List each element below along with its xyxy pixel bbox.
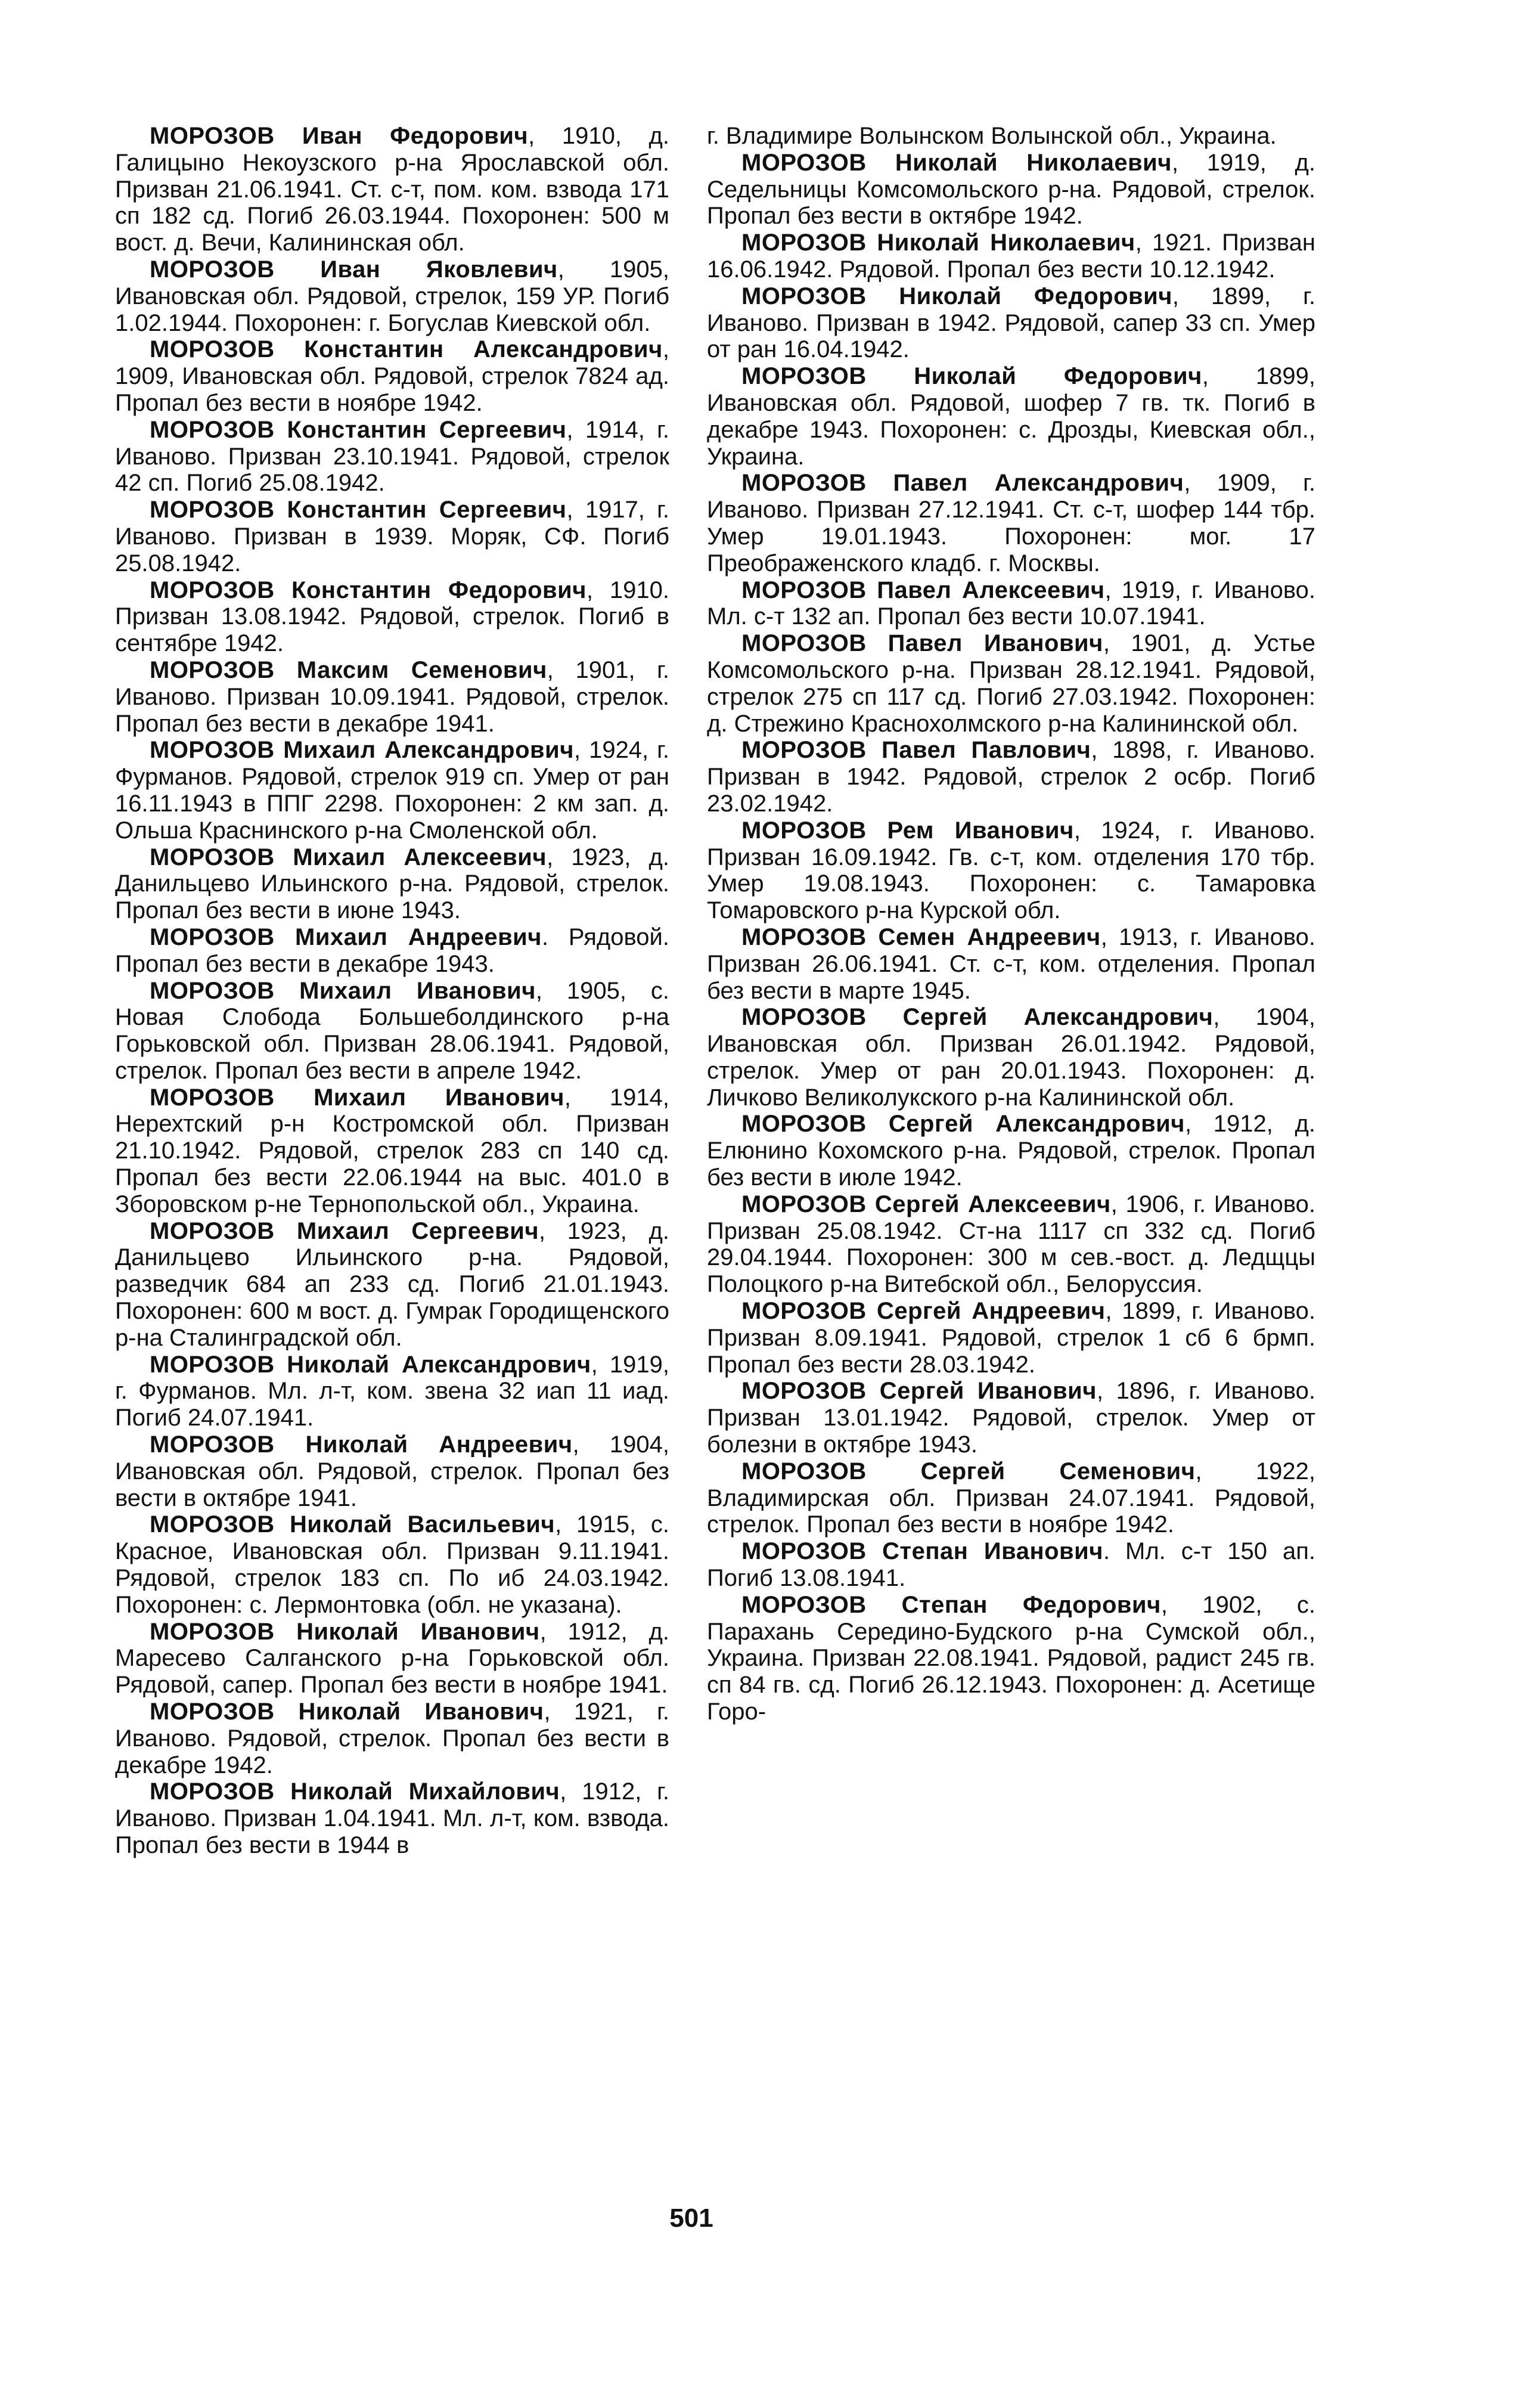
entry-name: МОРОЗОВ Павел Алексеевич [741,577,1105,603]
entry [115,844,669,924]
entry-name: МОРОЗОВ Михаил Алексеевич [150,844,547,870]
entry [115,978,669,1084]
entry-text: . Мл. с-т 150 ап. Погиб 13.08.1941. [707,1538,1315,1592]
entry-text: , 1923, д. Данильцево Ильинского р-на. Рядовой, разведчик 684 ап 233 сд. Погиб 21.01.1943. Похоронен: 600 м вост. д. Гумрак Городищенского р-на Сталинградской обл. [115,1217,669,1351]
entry-text: , 1924, г. Фурманов. Рядовой, стрелок 919 сп. Умер от ран 16.11.1943 в ППГ 2298. Похоронен: 2 км зап. д. Ольша Краснинского р-на Смоленской обл. [115,737,669,844]
entry-name: МОРОЗОВ Сергей Семенович [741,1458,1196,1485]
entry [707,737,1315,817]
entry-text: , 1914, г. Иваново. Призван 23.10.1941. Рядовой, стрелок 42 сп. Погиб 25.08.1942. [115,416,669,497]
entry [707,283,1315,363]
left-column [115,123,669,1859]
entry-text: . Рядовой. Пропал без вести в декабре 1943. [115,923,670,977]
entry-text: , 1923, д. Данильцево Ильинского р-на. Рядовой, стрелок. Пропал без вести в июне 1943. [115,844,669,924]
entry-text: , 1904, Ивановская обл. Призван 26.01.1942. Рядовой, стрелок. Умер от ран 20.01.1943. Похоронен: д. Личково Великолукского р-на Калининской обл. [707,1004,1315,1111]
entry-text: , 1913, г. Иваново. Призван 26.06.1941. Ст. с-т, ком. отделения. Пропал без вести в марте 1945. [707,923,1315,1004]
entry-text: , 1915, с. Красное, Ивановская обл. Призван 9.11.1941. Рядовой, стрелок 183 сп. По иб 24.03.1942. Похоронен: с. Лермонтовка (обл. не указана). [115,1511,669,1618]
entry-text: , 1910. Призван 13.08.1942. Рядовой, стрелок. Погиб в сентябре 1942. [115,577,670,657]
entry [707,577,1315,631]
entry-name: МОРОЗОВ Константин Федорович [150,577,586,603]
entry [707,924,1315,1004]
entry-name: МОРОЗОВ Сергей Александрович [741,1004,1214,1031]
entry-name: МОРОЗОВ Павел Павлович [741,737,1091,764]
entry-name: МОРОЗОВ Сергей Андреевич [741,1298,1106,1325]
entry-name: МОРОЗОВ Михаил Александрович [150,737,574,764]
entry-text: , 1899, г. Иваново. Призван в 1942. Рядовой, сапер 33 сп. Умер от ран 16.04.1942. [707,283,1315,363]
entry-continuation [707,123,1315,150]
entry-name: МОРОЗОВ Николай Васильевич [150,1511,555,1538]
entry [707,817,1315,924]
entry-name: МОРОЗОВ Николай Иванович [150,1618,540,1645]
entry [707,230,1315,283]
entry-text: , 1896, г. Иваново. Призван 13.01.1942. Рядовой, стрелок. Умер от болезни в октябре 1943. [707,1378,1315,1458]
entry-name: МОРОЗОВ Константин Александрович [150,336,663,363]
right-column [707,123,1315,1725]
entry [707,630,1315,737]
entry-text: , 1912, г. Иваново. Призван 1.04.1941. Мл. л-т, ком. взвода. Пропал без вести в 1944 в [115,1778,669,1858]
entry-name: МОРОЗОВ Николай Николаевич [741,230,1135,256]
entry [707,1191,1315,1298]
entry [707,1458,1315,1538]
entry [707,1592,1315,1725]
entry-name: МОРОЗОВ Иван Яковлевич [150,256,558,283]
entry-name: МОРОЗОВ Сергей Александрович [741,1111,1185,1138]
entry [115,1084,669,1218]
entry-text: , 1924, г. Иваново. Призван 16.09.1942. Гв. с-т, ком. отделения 170 тбр. Умер 19.08.1943. Похоронен: с. Тамаровка Томаровского р-на Курской обл. [707,817,1315,924]
entry-name: МОРОЗОВ Михаил Иванович [150,1084,564,1111]
entry-text: , 1904, Ивановская обл. Рядовой, стрелок. Пропал без вести в октябре 1941. [115,1431,670,1511]
entry-text: , 1909, г. Иваново. Призван 27.12.1941. Ст. с-т, шофер 144 тбр. Умер 19.01.1943. Похоронен: мог. 17 Преображенского кладб. г. Москвы. [707,470,1315,577]
entry [707,1298,1315,1378]
entry [707,1111,1315,1191]
entry-text: , 1899, г. Иваново. Призван 8.09.1941. Рядовой, стрелок 1 сб 6 брмп. Пропал без вести 28.03.1942. [707,1298,1315,1378]
entry-name: МОРОЗОВ Николай Николаевич [741,149,1172,176]
entry-name: МОРОЗОВ Максим Семенович [150,656,547,683]
entry-name: МОРОЗОВ Николай Федорович [741,363,1202,390]
entry [115,1778,669,1858]
entry [115,1511,669,1618]
entry [115,1619,669,1699]
entry-name: МОРОЗОВ Семен Андреевич [741,923,1101,950]
entry-name: МОРОЗОВ Павел Иванович [741,630,1103,657]
entry-name: МОРОЗОВ Константин Сергеевич [150,416,567,443]
entry [707,1004,1315,1111]
entry-name: МОРОЗОВ Николай Федорович [741,283,1172,309]
entry-name: МОРОЗОВ Николай Михайлович [150,1778,560,1805]
entry-text: г. Владимире Волынском Волынской обл., Украина. [707,123,1277,149]
entry-text: , 1910, д. Галицыно Некоузского р-на Ярославской обл. Призван 21.06.1941. Ст. с-т, пом. ком. взвода 171 сп 182 сд. Погиб 26.03.1944. Похоронен: 500 м вост. д. Вечи, Калининская обл. [115,123,670,256]
entry-text: , 1917, г. Иваново. Призван в 1939. Моряк, СФ. Погиб 25.08.1942. [115,497,669,577]
entry [115,577,669,657]
entry-text: , 1919, г. Фурманов. Мл. л-т, ком. звена 32 иап 11 иад. Погиб 24.07.1941. [115,1351,670,1431]
entry-text: , 1912, д. Елюнино Кохомского р-на. Рядовой, стрелок. Пропал без вести в июле 1942. [707,1111,1315,1191]
entry-text: , 1919, г. Иваново. Мл. с-т 132 ап. Пропал без вести 10.07.1941. [707,577,1315,630]
entry-name: МОРОЗОВ Михаил Иванович [150,977,536,1004]
entry-text: , 1905, Ивановская обл. Рядовой, стрелок, 159 УР. Погиб 1.02.1944. Похоронен: г. Богуслав Киевской обл. [115,256,669,336]
entry [707,470,1315,577]
entry-text: , 1906, г. Иваново. Призван 25.08.1942. Ст-на 1117 сп 332 сд. Погиб 29.04.1944. Похоронен: 300 м сев.-вост. д. Ледщцы Полоцкого р-на Витебской обл., Белоруссия. [707,1191,1315,1298]
entry-name: МОРОЗОВ Михаил Сергеевич [150,1217,539,1244]
entry-text: , 1922, Владимирская обл. Призван 24.07.1941. Рядовой, стрелок. Пропал без вести в ноябре 1942. [707,1458,1315,1538]
entry-text: , 1919, д. Седельницы Комсомольского р-на. Рядовой, стрелок. Пропал без вести в октябре 1942. [707,149,1315,230]
entry [707,363,1315,470]
entry-name: МОРОЗОВ Степан Иванович [741,1538,1103,1565]
entry [115,256,669,336]
entry-text: , 1905, с. Новая Слобода Большеболдинского р-на Горьковской обл. Призван 28.06.1941. Рядовой, стрелок. Пропал без вести в апреле 1942. [115,977,669,1084]
entry [707,1538,1315,1592]
entry [115,123,669,256]
entry [115,657,669,737]
entry [115,924,669,978]
entry-text: , 1901, д. Устье Комсомольского р-на. Призван 28.12.1941. Рядовой, стрелок 275 сп 117 сд. Погиб 27.03.1942. Похоронен: д. Стрежино Краснохолмского р-на Калининской обл. [707,630,1315,737]
entry-text: , 1898, г. Иваново. Призван в 1942. Рядовой, стрелок 2 осбр. Погиб 23.02.1942. [707,737,1316,817]
entry [115,1352,669,1431]
entry-text: , 1921. Призван 16.06.1942. Рядовой. Пропал без вести 10.12.1942. [707,230,1315,283]
entry [115,1431,669,1511]
entry-name: МОРОЗОВ Степан Федорович [741,1591,1161,1618]
entry-name: МОРОЗОВ Константин Сергеевич [150,497,567,523]
entry [115,417,669,497]
entry-name: МОРОЗОВ Рем Иванович [741,817,1074,844]
entry-name: МОРОЗОВ Иван Федорович [150,123,529,149]
entry-name: МОРОЗОВ Михаил Андреевич [150,923,542,950]
page-number: 501 [669,2204,713,2233]
entry-name: МОРОЗОВ Николай Иванович [150,1699,544,1725]
entry [707,1378,1315,1458]
entry-name: МОРОЗОВ Сергей Алексеевич [741,1191,1111,1217]
entry [115,1699,669,1778]
entry-text: , 1912, д. Маресево Салганского р-на Горьковской обл. Рядовой, сапер. Пропал без вести в ноябре 1941. [115,1618,669,1699]
entry-name: МОРОЗОВ Николай Андреевич [150,1431,573,1458]
entry [707,150,1315,230]
entry-text: , 1899, Ивановская обл. Рядовой, шофер 7 гв. тк. Погиб в декабре 1943. Похоронен: с. Дрозды, Киевская обл., Украина. [707,363,1315,470]
entry-name: МОРОЗОВ Павел Александрович [741,470,1184,497]
entry-text: , 1921, г. Иваново. Рядовой, стрелок. Пропал без вести в декабре 1942. [115,1699,669,1778]
entry-text: , 1902, с. Парахань Середино-Будского р-на Сумской обл., Украина. Призван 22.08.1941. Рядовой, радист 245 гв. сп 84 гв. сд. Погиб 26.12.1943. Похоронен: д. Асетище Горо- [707,1591,1315,1725]
entry-text: , 1901, г. Иваново. Призван 10.09.1941. Рядовой, стрелок. Пропал без вести в декабре 1941. [115,656,669,737]
entry-text: , 1909, Ивановская обл. Рядовой, стрелок 7824 ад. Пропал без вести в ноябре 1942. [115,336,669,416]
entry-text: , 1914, Нерехтский р-н Костромской обл. Призван 21.10.1942. Рядовой, стрелок 283 сп 140 сд. Пропал без вести 22.06.1944 на выс. 401.0 в Зборовском р-не Тернопольской обл., Украина. [115,1084,669,1217]
entry [115,497,669,577]
entry [115,737,669,844]
entry-name: МОРОЗОВ Сергей Иванович [741,1378,1097,1405]
entry [115,1218,669,1352]
entry-name: МОРОЗОВ Николай Александрович [150,1351,591,1378]
entry [115,336,669,416]
